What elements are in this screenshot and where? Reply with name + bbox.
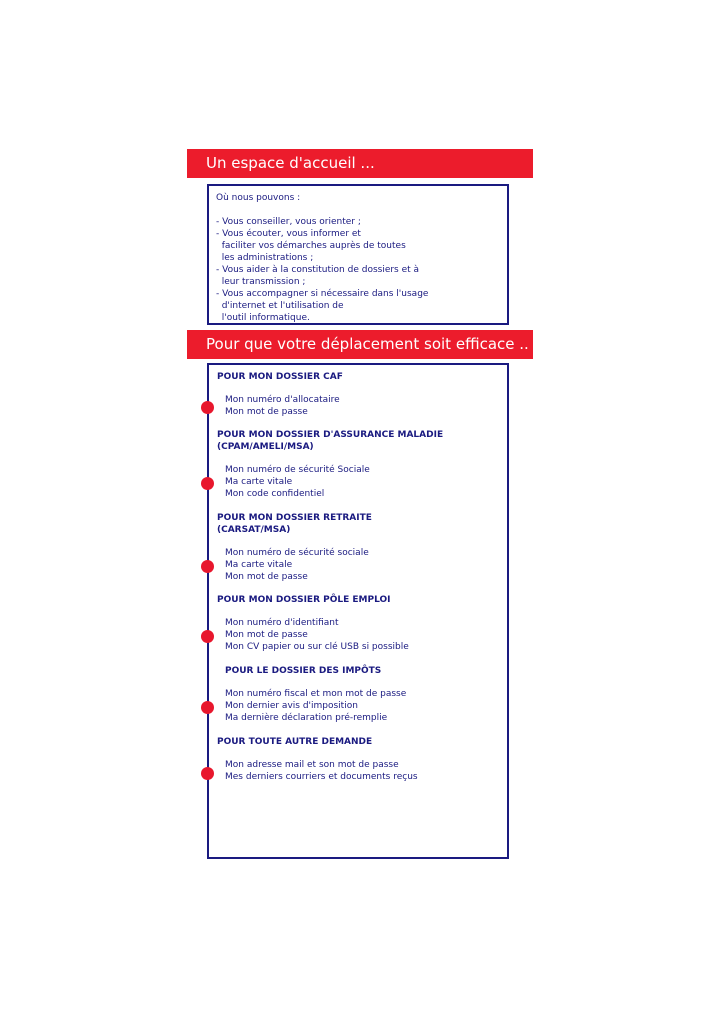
list-item: Mon mot de passe <box>225 630 308 640</box>
list-item: Mon dernier avis d'imposition <box>225 701 358 711</box>
list-item: Ma carte vitale <box>225 477 293 487</box>
accueil-line: - Vous accompagner si nécessaire dans l'usage <box>216 289 429 299</box>
accueil-line: - Vous aider à la constitution de dossiers et à <box>216 265 420 275</box>
accueil-box <box>207 184 509 325</box>
documents-box <box>207 363 509 859</box>
accueil-line: les administrations ; <box>216 253 314 263</box>
list-item: Mes derniers courriers et documents reçus <box>225 772 418 782</box>
accueil-line: - Vous écouter, vous informer et <box>216 229 361 239</box>
list-item: Ma dernière déclaration pré-remplie <box>225 713 388 723</box>
list-item: Mon mot de passe <box>225 572 308 582</box>
section-title-caf: POUR MON DOSSIER CAF <box>217 372 343 382</box>
section-title-retraite: POUR MON DOSSIER RETRAITE <box>217 513 372 523</box>
list-item: Mon numéro de sécurité sociale <box>225 548 369 558</box>
bullet-dot <box>201 477 214 490</box>
bullet-dot <box>201 560 214 573</box>
section-title-assurance-maladie-sub: (CPAM/AMELI/MSA) <box>217 442 314 452</box>
list-item: Mon numéro de sécurité Sociale <box>225 465 370 475</box>
bullet-dot <box>201 401 214 414</box>
list-item: Mon numéro fiscal et mon mot de passe <box>225 689 407 699</box>
section-title-impots: POUR LE DOSSIER DES IMPÔTS <box>225 666 382 676</box>
accueil-line: faciliter vos démarches auprès de toutes <box>216 241 406 251</box>
accueil-list <box>216 216 507 324</box>
bullet-dot <box>201 701 214 714</box>
banner-espace-accueil: Un espace d'accueil ... <box>187 149 533 178</box>
list-item: Ma carte vitale <box>225 560 293 570</box>
accueil-line: d'internet et l'utilisation de <box>216 301 344 311</box>
list-item: Mon numéro d'identifiant <box>225 618 339 628</box>
section-title-assurance-maladie: POUR MON DOSSIER D'ASSURANCE MALADIE <box>217 430 444 440</box>
bullet-dot <box>201 630 214 643</box>
list-item: Mon code confidentiel <box>225 489 325 499</box>
banner-deplacement: Pour que votre déplacement soit efficace .. <box>187 330 533 359</box>
list-item: Mon mot de passe <box>225 407 308 417</box>
list-item: Mon numéro d'allocataire <box>225 395 340 405</box>
accueil-line: - Vous conseiller, vous orienter ; <box>216 217 361 227</box>
section-title-pole-emploi: POUR MON DOSSIER PÔLE EMPLOI <box>217 595 391 605</box>
accueil-line: l'outil informatique. <box>216 313 310 323</box>
list-item: Mon adresse mail et son mot de passe <box>225 760 399 770</box>
list-item: Mon CV papier ou sur clé USB si possible <box>225 642 409 652</box>
bullet-dot <box>201 767 214 780</box>
section-title-retraite-sub: (CARSAT/MSA) <box>217 525 291 535</box>
accueil-intro: Où nous pouvons : <box>216 193 301 203</box>
accueil-line: leur transmission ; <box>216 277 306 287</box>
section-title-autre-demande: POUR TOUTE AUTRE DEMANDE <box>217 737 373 747</box>
